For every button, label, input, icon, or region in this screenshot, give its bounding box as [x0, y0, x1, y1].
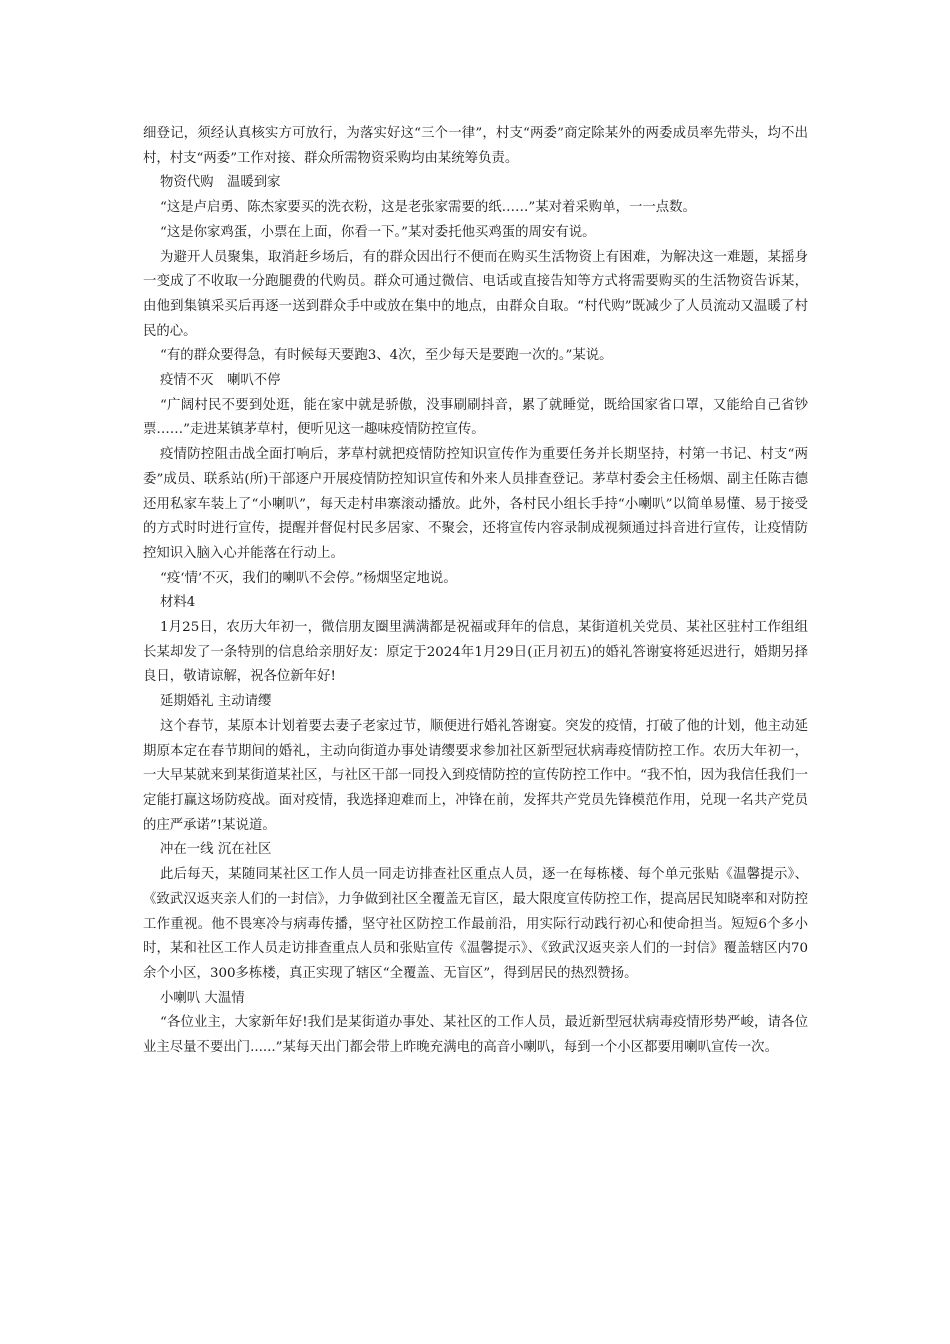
- paragraph: “有的群众要得急，有时候每天要跑3、4次，至少每天是要跑一次的。”某说。: [160, 348, 613, 364]
- paragraph: 这个春节，某原本计划着要去妻子老家过节，顺便进行婚礼答谢宴。突发的疫情，打破了他的计划，他主动延期原本定在春节期间的婚礼，主动向街道办事处请缨要求参加社区新型冠状病毒疫情防控工作。农历大年初一，一大早某就来到某街道某社区，与社区干部一同投入到疫情防控的宣传防控工作中。“我不怕，因为我信任我们一定能打赢这场防疫战。面对疫情，我选择迎难而上，冲锋在前，发挥共产党员先锋模范作用，兑现一名共产党员的庄严承诺”!某说道。: [143, 718, 808, 833]
- document-page: [143, 122, 808, 1061]
- section-heading-loudspeaker: 疫情不灭 喇叭不停: [160, 373, 281, 389]
- section-heading-postponed-wedding: 延期婚礼 主动请缨: [160, 694, 272, 710]
- section-heading-small-horn: 小喇叭 大温情: [160, 990, 245, 1006]
- paragraph: “这是你家鸡蛋，小票在上面，你看一下。”某对委托他买鸡蛋的周安有说。: [160, 224, 596, 240]
- paragraph-continuation: 细登记，须经认真核实方可放行，为落实好这“三个一律”，村支“两委”商定除某外的两委成员率先带头，均不出村，村支“两委”工作对接、群众所需物资采购均由某统筹负责。: [143, 126, 808, 166]
- paragraph: 疫情防控阻击战全面打响后，茅草村就把疫情防控知识宣传作为重要任务并长期坚持，村第一书记、村支“两委”成员、联系站(所)干部逐户开展疫情防控知识宣传和外来人员排查登记。茅草村委会主任杨烟、副主任陈吉德还用私家车装上了“小喇叭”，每天走村串寨滚动播放。此外，各村民小组长手持“小喇叭”以简单易懂、易于接受的方式时时进行宣传，提醒并督促村民多居家、不聚会，还将宣传内容录制成视频通过抖音进行宣传，让疫情防控知识入脑入心并能落在行动上。: [143, 447, 808, 561]
- paragraph: “疫‘情’不灭，我们的喇叭不会停。”杨烟坚定地说。: [160, 570, 457, 586]
- section-heading-frontline: 冲在一线 沉在社区: [160, 842, 272, 858]
- paragraph: “广阔村民不要到处逛，能在家中就是骄傲，没事刷刷抖音，累了就睡觉，既给国家省口罩，又能给自己省钞票……”走进某镇茅草村，便听见这一趣味疫情防控宣传。: [143, 397, 808, 438]
- paragraph: 1月25日，农历大年初一，微信朋友圈里满满都是祝福或拜年的信息，某街道机关党员、某社区驻村工作组组长某却发了一条特别的信息给亲朋好友：原定于2024年1月29日(正月初五)的婚礼答谢宴将延迟进行，婚期另择良日，敬请谅解，祝各位新年好!: [143, 620, 808, 685]
- paragraph: “各位业主，大家新年好!我们是某街道办事处、某社区的工作人员，最近新型冠状病毒疫情形势严峻，请各位业主尽量不要出门......”某每天出门都会带上昨晚充满电的高音小喇叭，每到一个小区都要用喇叭宣传一次。: [143, 1015, 808, 1056]
- paragraph: 为避开人员聚集，取消赶乡场后，有的群众因出行不便而在购买生活物资上有困难，为解决这一难题，某摇身一变成了不收取一分跑腿费的代购员。群众可通过微信、电话或直接告知等方式将需要购买的生活物资告诉某，由他到集镇采买后再逐一送到群众手中或放在集中的地点，由群众自取。“村代购”既减少了人员流动又温暖了村民的心。: [143, 249, 808, 339]
- paragraph: “这是卢启勇、陈杰家要买的洗衣粉，这是老张家需要的纸……”某对着采购单，一一点数。: [160, 200, 696, 216]
- material-heading: 材料4: [160, 595, 196, 611]
- section-heading-procurement: 物资代购 温暖到家: [160, 175, 281, 191]
- paragraph: 此后每天，某随同某社区工作人员一同走访排查社区重点人员，逐一在每栋楼、每个单元张贴《温馨提示》、《致武汉返夹亲人们的一封信》，力争做到社区全覆盖无盲区，最大限度宣传防控工作，提高居民知晓率和对防控工作重视。他不畏寒冷与病毒传播，坚守社区防控工作最前沿，用实际行动践行初心和使命担当。短短6个多小时，某和社区工作人员走访排查重点人员和张贴宣传《温馨提示》、《致武汉返夹亲人们的一封信》覆盖辖区内70余个小区，300多栋楼，真正实现了辖区“全覆盖、无盲区”，得到居民的热烈赞扬。: [143, 867, 808, 981]
